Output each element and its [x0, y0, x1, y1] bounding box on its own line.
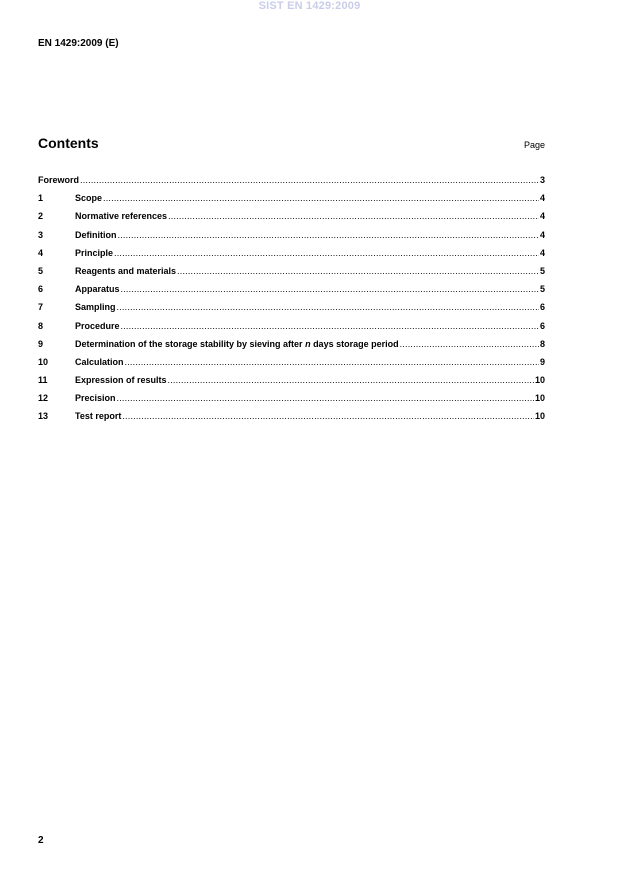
toc-entry-title — [75, 339, 399, 349]
toc-entry-scope[interactable] — [38, 193, 545, 211]
toc-entry-title-part: days storage period — [310, 338, 399, 349]
toc-entry-title: Reagents and materials — [75, 265, 177, 276]
toc-entry-reagents-and-materials[interactable] — [38, 266, 545, 284]
toc-entry-number: 8 — [38, 320, 44, 331]
toc-leader-dots — [168, 375, 534, 385]
toc-entry-page: 10 — [534, 375, 545, 386]
toc-entry-apparatus[interactable] — [38, 284, 545, 302]
toc-entry-principle[interactable] — [38, 248, 545, 266]
toc-entry-title: Calculation — [75, 356, 124, 367]
toc-entry-title: Principle — [75, 247, 114, 258]
toc-entry-number: 4 — [38, 247, 44, 258]
toc-entry-page: 3 — [539, 175, 545, 185]
page-number: 2 — [38, 835, 44, 846]
toc-entry-number: 9 — [38, 338, 44, 349]
toc-entry-page: 10 — [534, 393, 545, 404]
toc-entry-title-part: Determination of the storage stability by sieving after — [75, 338, 306, 349]
toc-entry-title: Normative references — [75, 211, 168, 222]
toc-leader-dots — [117, 302, 539, 312]
toc-entry-title: Scope — [75, 193, 103, 204]
document-id: EN 1429:2009 (E) — [38, 38, 119, 49]
toc-entry-determination-of-storage-stability[interactable] — [38, 339, 545, 357]
toc-entry-expression-of-results[interactable] — [38, 375, 545, 393]
toc-entry-number: 1 — [38, 193, 44, 204]
toc-leader-dots — [177, 266, 539, 276]
toc-entry-number: 11 — [38, 375, 48, 386]
toc-entry-definition[interactable] — [38, 230, 545, 248]
toc-leader-dots — [400, 339, 539, 349]
toc-entry-page: 5 — [539, 265, 545, 276]
toc-leader-dots — [168, 211, 539, 221]
table-of-contents — [38, 175, 545, 430]
toc-entry-foreword[interactable] — [38, 175, 545, 193]
toc-leader-dots — [121, 321, 539, 331]
toc-entry-number: 6 — [38, 284, 44, 295]
toc-entry-page: 6 — [539, 302, 545, 313]
toc-entry-title: Expression of results — [75, 375, 167, 386]
toc-entry-number: 10 — [38, 356, 49, 367]
toc-entry-number: 12 — [38, 393, 49, 404]
toc-entry-number: 5 — [38, 265, 44, 276]
toc-leader-dots — [114, 248, 539, 258]
toc-entry-page: 5 — [539, 284, 545, 295]
toc-entry-number: 7 — [38, 302, 44, 313]
toc-leader-dots — [122, 411, 534, 421]
toc-entry-procedure[interactable] — [38, 321, 545, 339]
toc-entry-page: 8 — [539, 338, 545, 349]
toc-entry-number: 13 — [38, 411, 49, 422]
toc-entry-title: Foreword — [38, 175, 80, 185]
toc-entry-page: 4 — [539, 229, 545, 240]
toc-entry-title: Test report — [75, 411, 122, 422]
toc-entry-title: Apparatus — [75, 284, 120, 295]
toc-entry-title: Sampling — [75, 302, 116, 313]
page-column-label: Page — [523, 140, 545, 150]
toc-entry-calculation[interactable] — [38, 357, 545, 375]
toc-entry-page: 4 — [539, 247, 545, 258]
toc-entry-title: Precision — [75, 393, 116, 404]
toc-entry-page: 10 — [534, 411, 545, 422]
toc-entry-page: 4 — [539, 211, 545, 222]
toc-leader-dots — [121, 284, 539, 294]
toc-entry-page: 4 — [539, 193, 545, 204]
toc-entry-title: Procedure — [75, 320, 120, 331]
toc-entry-title-italic: n — [305, 338, 311, 349]
toc-entry-number: 2 — [38, 211, 44, 222]
toc-entry-page: 9 — [539, 356, 545, 367]
toc-entry-number: 3 — [38, 229, 44, 240]
toc-leader-dots — [117, 393, 534, 403]
toc-entry-page: 6 — [539, 320, 545, 331]
watermark: SIST EN 1429:2009 — [258, 0, 361, 12]
toc-leader-dots — [80, 175, 539, 185]
toc-leader-dots — [125, 357, 539, 367]
toc-entry-sampling[interactable] — [38, 302, 545, 320]
toc-leader-dots — [103, 193, 539, 203]
contents-title: Contents — [38, 135, 99, 151]
toc-entry-title: Definition — [75, 229, 117, 240]
toc-leader-dots — [118, 230, 539, 240]
toc-entry-test-report[interactable] — [38, 411, 545, 429]
toc-entry-normative-references[interactable] — [38, 211, 545, 229]
toc-entry-precision[interactable] — [38, 393, 545, 411]
